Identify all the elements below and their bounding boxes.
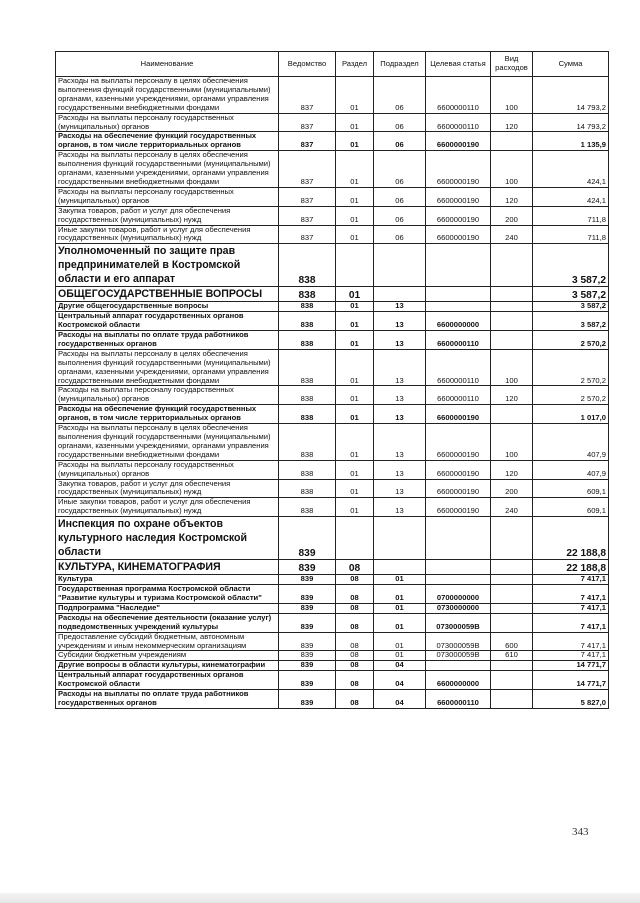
cell-celevaya-statya: 6600000110	[426, 113, 491, 132]
cell-summa: 1 135,9	[533, 132, 609, 151]
cell-vedomstvo: 839	[279, 651, 336, 661]
cell-podrazdel: 13	[374, 405, 426, 424]
cell-celevaya-statya	[426, 661, 491, 671]
cell-vid-rashodov	[491, 613, 533, 632]
cell-podrazdel: 01	[374, 585, 426, 604]
table-row	[56, 498, 609, 517]
cell-name: Расходы на обеспечение функций государственных органов, в том числе территориальных органов	[56, 405, 279, 424]
table-row	[56, 671, 609, 690]
cell-vedomstvo: 839	[279, 517, 336, 560]
cell-razdel: 08	[336, 661, 374, 671]
cell-podrazdel: 06	[374, 206, 426, 225]
cell-vedomstvo: 838	[279, 312, 336, 331]
cell-vid-rashodov: 240	[491, 225, 533, 244]
page-number: 343	[572, 826, 589, 838]
cell-name: Культура	[56, 575, 279, 585]
cell-razdel: 01	[336, 187, 374, 206]
cell-vid-rashodov: 120	[491, 187, 533, 206]
cell-podrazdel: 06	[374, 225, 426, 244]
table-row	[56, 661, 609, 671]
table-header-row	[56, 52, 609, 77]
cell-vedomstvo: 837	[279, 132, 336, 151]
cell-podrazdel: 04	[374, 661, 426, 671]
cell-razdel: 01	[336, 331, 374, 350]
cell-vedomstvo: 839	[279, 560, 336, 575]
cell-vid-rashodov: 100	[491, 77, 533, 114]
cell-summa: 424,1	[533, 151, 609, 188]
cell-celevaya-statya: 6600000190	[426, 132, 491, 151]
cell-vid-rashodov	[491, 287, 533, 302]
cell-name: Расходы на обеспечение функций государственных органов, в том числе территориальных органов	[56, 132, 279, 151]
table-row	[56, 113, 609, 132]
cell-celevaya-statya: 073000059В	[426, 632, 491, 651]
cell-summa: 3 587,2	[533, 312, 609, 331]
cell-razdel: 08	[336, 671, 374, 690]
cell-vedomstvo: 839	[279, 661, 336, 671]
table-row	[56, 349, 609, 386]
cell-podrazdel: 04	[374, 671, 426, 690]
cell-podrazdel: 13	[374, 331, 426, 350]
cell-vedomstvo: 839	[279, 585, 336, 604]
cell-name: Инспекция по охране объектов культурного наследия Костромской области	[56, 517, 279, 560]
header-celevaya-statya: Целевая статья	[426, 52, 491, 77]
table-row	[56, 77, 609, 114]
cell-vid-rashodov	[491, 405, 533, 424]
table-row	[56, 479, 609, 498]
cell-vid-rashodov	[491, 312, 533, 331]
cell-razdel: 08	[336, 575, 374, 585]
cell-celevaya-statya	[426, 287, 491, 302]
cell-vedomstvo: 837	[279, 206, 336, 225]
table-row	[56, 603, 609, 613]
cell-name: Закупка товаров, работ и услуг для обеспечения государственных (муниципальных) нужд	[56, 206, 279, 225]
cell-summa: 14 793,2	[533, 113, 609, 132]
cell-vid-rashodov	[491, 560, 533, 575]
cell-razdel: 08	[336, 613, 374, 632]
cell-name: Расходы на выплаты персоналу государственных (муниципальных) органов	[56, 187, 279, 206]
cell-name: Центральный аппарат государственных органов Костромской области	[56, 671, 279, 690]
table-row	[56, 585, 609, 604]
cell-celevaya-statya: 6600000000	[426, 312, 491, 331]
cell-vedomstvo: 837	[279, 151, 336, 188]
table-row	[56, 613, 609, 632]
cell-summa: 3 587,2	[533, 302, 609, 312]
cell-razdel: 01	[336, 405, 374, 424]
cell-vid-rashodov: 240	[491, 498, 533, 517]
cell-summa: 7 417,1	[533, 603, 609, 613]
cell-vid-rashodov: 610	[491, 651, 533, 661]
cell-podrazdel: 01	[374, 632, 426, 651]
cell-razdel: 01	[336, 498, 374, 517]
cell-podrazdel: 13	[374, 460, 426, 479]
cell-podrazdel: 01	[374, 613, 426, 632]
cell-vedomstvo: 838	[279, 244, 336, 287]
cell-razdel: 01	[336, 460, 374, 479]
cell-vid-rashodov	[491, 585, 533, 604]
cell-summa: 3 587,2	[533, 244, 609, 287]
cell-vid-rashodov	[491, 671, 533, 690]
cell-razdel: 01	[336, 151, 374, 188]
cell-name: Закупка товаров, работ и услуг для обеспечения государственных (муниципальных) нужд	[56, 479, 279, 498]
cell-vedomstvo: 838	[279, 405, 336, 424]
cell-name: Центральный аппарат государственных органов Костромской области	[56, 312, 279, 331]
cell-vid-rashodov	[491, 690, 533, 709]
cell-summa: 424,1	[533, 187, 609, 206]
cell-razdel: 01	[336, 302, 374, 312]
cell-vid-rashodov: 200	[491, 206, 533, 225]
cell-name: Расходы на обеспечение деятельности (оказание услуг) подведомственных учреждений культуры	[56, 613, 279, 632]
cell-podrazdel: 06	[374, 77, 426, 114]
cell-razdel: 08	[336, 585, 374, 604]
cell-vedomstvo: 839	[279, 575, 336, 585]
budget-table	[55, 51, 609, 709]
cell-name: Иные закупки товаров, работ и услуг для обеспечения государственных (муниципальных) нужд	[56, 498, 279, 517]
cell-razdel	[336, 244, 374, 287]
cell-summa: 7 417,1	[533, 632, 609, 651]
cell-podrazdel	[374, 244, 426, 287]
cell-name: Расходы на выплаты персоналу в целях обеспечения выполнения функций государственными (муниципальными) органами, казенными учреждениями, органами управления государственными внебюджетными фондами	[56, 77, 279, 114]
cell-summa: 14 793,2	[533, 77, 609, 114]
table-row	[56, 651, 609, 661]
cell-vid-rashodov	[491, 661, 533, 671]
cell-podrazdel: 06	[374, 113, 426, 132]
cell-summa: 22 188,8	[533, 517, 609, 560]
cell-vedomstvo: 838	[279, 349, 336, 386]
cell-razdel: 01	[336, 132, 374, 151]
cell-summa: 22 188,8	[533, 560, 609, 575]
cell-podrazdel	[374, 517, 426, 560]
cell-name: Расходы на выплаты персоналу в целях обеспечения выполнения функций государственными (муниципальными) органами, казенными учреждениями, органами управления государственными внебюджетными фондами	[56, 151, 279, 188]
cell-name: ОБЩЕГОСУДАРСТВЕННЫЕ ВОПРОСЫ	[56, 287, 279, 302]
cell-celevaya-statya	[426, 302, 491, 312]
cell-summa: 2 570,2	[533, 386, 609, 405]
table-row	[56, 132, 609, 151]
cell-name: КУЛЬТУРА, КИНЕМАТОГРАФИЯ	[56, 560, 279, 575]
cell-podrazdel: 13	[374, 479, 426, 498]
cell-name: Расходы на выплаты по оплате труда работников государственных органов	[56, 690, 279, 709]
cell-vid-rashodov: 600	[491, 632, 533, 651]
cell-razdel: 01	[336, 349, 374, 386]
cell-celevaya-statya	[426, 560, 491, 575]
cell-razdel: 01	[336, 424, 374, 461]
cell-vid-rashodov: 200	[491, 479, 533, 498]
cell-summa: 7 417,1	[533, 575, 609, 585]
cell-summa: 2 570,2	[533, 331, 609, 350]
cell-celevaya-statya	[426, 575, 491, 585]
cell-summa: 7 417,1	[533, 651, 609, 661]
cell-vedomstvo: 839	[279, 603, 336, 613]
cell-celevaya-statya: 0730000000	[426, 603, 491, 613]
cell-summa: 7 417,1	[533, 585, 609, 604]
table-row	[56, 405, 609, 424]
cell-podrazdel: 01	[374, 575, 426, 585]
cell-vedomstvo: 837	[279, 77, 336, 114]
cell-celevaya-statya: 6600000000	[426, 671, 491, 690]
header-summa: Сумма	[533, 52, 609, 77]
cell-razdel	[336, 517, 374, 560]
cell-podrazdel: 13	[374, 424, 426, 461]
cell-podrazdel	[374, 560, 426, 575]
cell-razdel: 08	[336, 603, 374, 613]
cell-name: Расходы на выплаты персоналу в целях обеспечения выполнения функций государственными (муниципальными) органами, казенными учреждениями, органами управления государственными внебюджетными фондами	[56, 349, 279, 386]
cell-razdel: 01	[336, 386, 374, 405]
header-name: Наименование	[56, 52, 279, 77]
table-row	[56, 312, 609, 331]
table-row	[56, 560, 609, 575]
cell-podrazdel: 01	[374, 651, 426, 661]
cell-name: Государственная программа Костромской области "Развитие культуры и туризма Костромской области"	[56, 585, 279, 604]
cell-vedomstvo: 838	[279, 386, 336, 405]
cell-celevaya-statya: 073000059В	[426, 613, 491, 632]
table-row	[56, 690, 609, 709]
cell-vid-rashodov	[491, 302, 533, 312]
cell-podrazdel	[374, 287, 426, 302]
cell-name: Расходы на выплаты персоналу государственных (муниципальных) органов	[56, 386, 279, 405]
cell-celevaya-statya: 6600000190	[426, 206, 491, 225]
table-row	[56, 206, 609, 225]
cell-razdel: 08	[336, 651, 374, 661]
cell-summa: 1 017,0	[533, 405, 609, 424]
cell-vid-rashodov	[491, 517, 533, 560]
cell-razdel: 08	[336, 632, 374, 651]
cell-vedomstvo: 838	[279, 424, 336, 461]
cell-vedomstvo: 838	[279, 331, 336, 350]
table-row	[56, 151, 609, 188]
cell-name: Уполномоченный по защите прав предпринимателей в Костромской области и его аппарат	[56, 244, 279, 287]
cell-celevaya-statya: 6600000110	[426, 349, 491, 386]
cell-razdel: 01	[336, 77, 374, 114]
cell-celevaya-statya: 6600000190	[426, 424, 491, 461]
cell-celevaya-statya	[426, 517, 491, 560]
cell-name: Другие вопросы в области культуры, кинематографии	[56, 661, 279, 671]
cell-podrazdel: 06	[374, 151, 426, 188]
table-row	[56, 632, 609, 651]
cell-vedomstvo: 839	[279, 690, 336, 709]
table-row	[56, 424, 609, 461]
cell-celevaya-statya: 6600000110	[426, 386, 491, 405]
cell-vid-rashodov	[491, 132, 533, 151]
cell-podrazdel: 13	[374, 312, 426, 331]
cell-vedomstvo: 838	[279, 302, 336, 312]
cell-vid-rashodov: 120	[491, 460, 533, 479]
header-podrazdel: Подраздел	[374, 52, 426, 77]
cell-celevaya-statya: 073000059В	[426, 651, 491, 661]
cell-summa: 5 827,0	[533, 690, 609, 709]
cell-razdel: 08	[336, 690, 374, 709]
cell-vid-rashodov: 100	[491, 349, 533, 386]
cell-celevaya-statya: 6600000190	[426, 405, 491, 424]
table-row	[56, 517, 609, 560]
cell-vedomstvo: 837	[279, 187, 336, 206]
cell-vedomstvo: 837	[279, 225, 336, 244]
cell-celevaya-statya: 6600000190	[426, 498, 491, 517]
cell-vid-rashodov	[491, 603, 533, 613]
table-row	[56, 302, 609, 312]
cell-name: Расходы на выплаты персоналу государственных (муниципальных) органов	[56, 113, 279, 132]
cell-summa: 14 771,7	[533, 661, 609, 671]
cell-vid-rashodov	[491, 244, 533, 287]
cell-podrazdel: 13	[374, 349, 426, 386]
cell-summa: 407,9	[533, 460, 609, 479]
cell-celevaya-statya: 6600000110	[426, 690, 491, 709]
cell-summa: 609,1	[533, 479, 609, 498]
cell-vid-rashodov: 120	[491, 386, 533, 405]
cell-podrazdel: 01	[374, 603, 426, 613]
cell-summa: 711,8	[533, 225, 609, 244]
cell-summa: 7 417,1	[533, 613, 609, 632]
table-row	[56, 331, 609, 350]
cell-razdel: 01	[336, 479, 374, 498]
table-row	[56, 460, 609, 479]
cell-vedomstvo: 838	[279, 498, 336, 517]
budget-sheet	[55, 51, 608, 709]
cell-razdel: 01	[336, 206, 374, 225]
cell-celevaya-statya: 6600000190	[426, 225, 491, 244]
header-vid-rashodov: Вид расходов	[491, 52, 533, 77]
header-razdel: Раздел	[336, 52, 374, 77]
cell-name: Иные закупки товаров, работ и услуг для обеспечения государственных (муниципальных) нужд	[56, 225, 279, 244]
header-vedomstvo: Ведомство	[279, 52, 336, 77]
cell-podrazdel: 06	[374, 187, 426, 206]
cell-summa: 609,1	[533, 498, 609, 517]
cell-name: Предоставление субсидий бюджетным, автономным учреждениям и иным некоммерческим организациям	[56, 632, 279, 651]
cell-vid-rashodov	[491, 331, 533, 350]
cell-summa: 407,9	[533, 424, 609, 461]
cell-celevaya-statya: 0700000000	[426, 585, 491, 604]
cell-celevaya-statya: 6600000190	[426, 479, 491, 498]
cell-vedomstvo: 838	[279, 479, 336, 498]
cell-vid-rashodov: 100	[491, 151, 533, 188]
cell-celevaya-statya: 6600000110	[426, 331, 491, 350]
cell-podrazdel: 06	[374, 132, 426, 151]
table-body	[56, 77, 609, 709]
cell-name: Субсидии бюджетным учреждениям	[56, 651, 279, 661]
cell-name: Другие общегосударственные вопросы	[56, 302, 279, 312]
cell-vedomstvo: 838	[279, 460, 336, 479]
scan-edge	[0, 893, 640, 903]
cell-razdel: 01	[336, 312, 374, 331]
cell-vedomstvo: 839	[279, 632, 336, 651]
table-row	[56, 575, 609, 585]
cell-razdel: 08	[336, 560, 374, 575]
cell-podrazdel: 04	[374, 690, 426, 709]
table-row	[56, 244, 609, 287]
cell-summa: 711,8	[533, 206, 609, 225]
cell-celevaya-statya: 6600000110	[426, 77, 491, 114]
cell-razdel: 01	[336, 225, 374, 244]
cell-name: Подпрограмма "Наследие"	[56, 603, 279, 613]
cell-vedomstvo: 839	[279, 671, 336, 690]
cell-razdel: 01	[336, 113, 374, 132]
cell-celevaya-statya: 6600000190	[426, 151, 491, 188]
cell-summa: 3 587,2	[533, 287, 609, 302]
cell-summa: 14 771,7	[533, 671, 609, 690]
cell-vid-rashodov: 120	[491, 113, 533, 132]
cell-celevaya-statya: 6600000190	[426, 460, 491, 479]
table-row	[56, 225, 609, 244]
table-row	[56, 187, 609, 206]
table-row	[56, 287, 609, 302]
cell-vedomstvo: 839	[279, 613, 336, 632]
cell-podrazdel: 13	[374, 498, 426, 517]
cell-vedomstvo: 837	[279, 113, 336, 132]
cell-vid-rashodov: 100	[491, 424, 533, 461]
cell-name: Расходы на выплаты персоналу в целях обеспечения выполнения функций государственными (муниципальными) органами, казенными учреждениями, органами управления государственными внебюджетными фондами	[56, 424, 279, 461]
cell-name: Расходы на выплаты персоналу государственных (муниципальных) органов	[56, 460, 279, 479]
cell-name: Расходы на выплаты по оплате труда работников государственных органов	[56, 331, 279, 350]
cell-celevaya-statya: 6600000190	[426, 187, 491, 206]
cell-razdel: 01	[336, 287, 374, 302]
cell-vedomstvo: 838	[279, 287, 336, 302]
cell-celevaya-statya	[426, 244, 491, 287]
cell-vid-rashodov	[491, 575, 533, 585]
table-row	[56, 386, 609, 405]
cell-summa: 2 570,2	[533, 349, 609, 386]
cell-podrazdel: 13	[374, 386, 426, 405]
cell-podrazdel: 13	[374, 302, 426, 312]
